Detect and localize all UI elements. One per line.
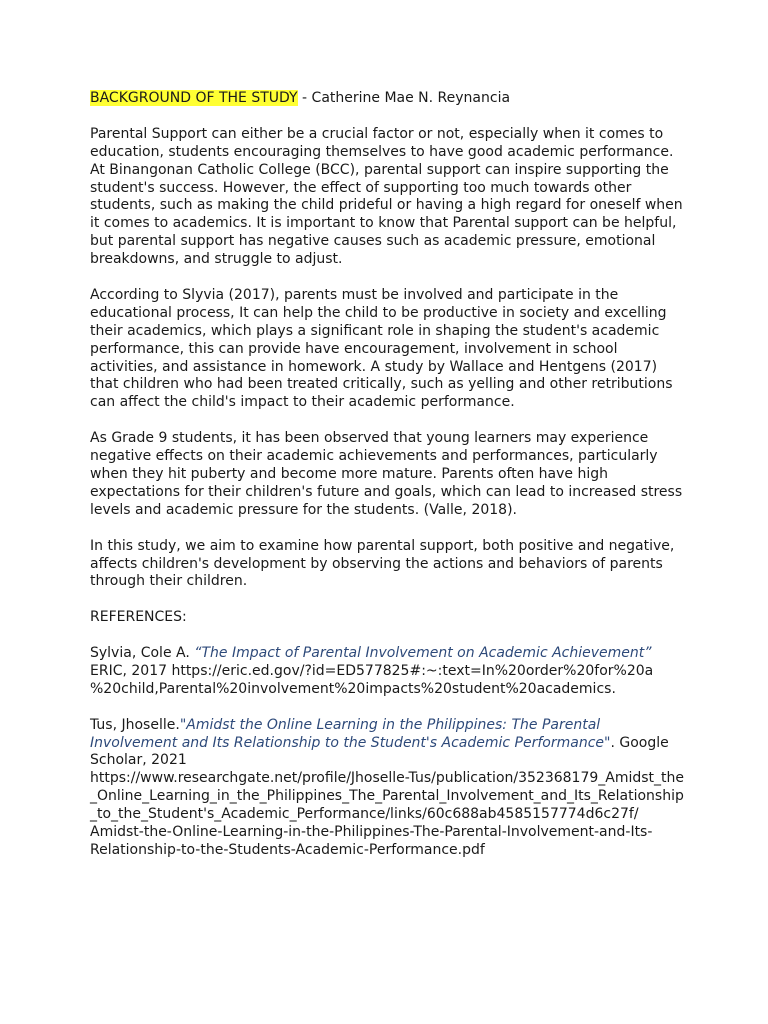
paragraph-line: educational process, It can help the child to be productive in society and excelling [90,304,667,321]
paragraph-line: can affect the child's impact to their academic performance. [90,394,515,411]
paragraph-line: education, students encouraging themselves to have good academic performance. [90,143,674,160]
references-heading: REFERENCES: [90,609,187,626]
reference-2-title-link[interactable]: Involvement and Its Relationship to the Student's Academic Performance" [90,734,611,751]
paragraph-line: As Grade 9 students, it has been observed that young learners may experience [90,430,649,447]
paragraph-line: it comes to academics. It is important to know that Parental support can be helpful, [90,215,677,232]
reference-2-url: Amidst-the-Online-Learning-in-the-Philippines-The-Parental-Involvement-and-Its- [90,824,653,841]
reference-2 [90,717,690,860]
paragraph-line: students, such as making the child prideful or having a high regard for oneself when [90,197,683,214]
paragraph-3 [90,430,690,520]
paragraph-line: affects children's development by observing the actions and behaviors of parents [90,555,663,572]
paragraph-line: that children who had been treated critically, such as yelling and other retributions [90,376,673,393]
paragraph-1 [90,126,690,269]
paragraph-line: when they hit puberty and become more mature. Parents often have high [90,465,608,482]
paragraph-line: but parental support has negative causes such as academic pressure, emotional [90,233,656,250]
paragraph-line: performance, this can provide have encouragement, involvement in school [90,340,618,357]
reference-2-source: Scholar, 2021 [90,752,187,769]
reference-2-title-line [90,717,690,735]
reference-1-title-line [90,645,690,663]
reference-2-author: Tus, Jhoselle. [90,716,180,733]
section-title: BACKGROUND OF THE STUDY [90,90,298,106]
reference-2-url: Relationship-to-the-Students-Academic-Performance.pdf [90,841,485,858]
document-header [90,90,690,108]
author-name: Catherine Mae N. Reynancia [311,90,511,106]
reference-1-title-link[interactable]: “The Impact of Parental Involvement on Academic Achievement” [194,645,652,661]
reference-1-source: ERIC, 2017 https://eric.ed.gov/?id=ED577825#:~:text=In%20order%20for%20a [90,662,654,679]
paragraph-line: In this study, we aim to examine how parental support, both positive and negative, [90,537,675,554]
paragraph-line: activities, and assistance in homework. A study by Wallace and Hentgens (2017) [90,358,658,375]
document-page [90,90,690,878]
reference-2-title-link[interactable]: "Amidst the Online Learning in the Philippines: The Parental [179,716,601,733]
paragraph-line: their academics, which plays a significant role in shaping the student's academic [90,322,660,339]
paragraph-line: Parental Support can either be a crucial factor or not, especially when it comes to [90,125,664,142]
paragraph-line: levels and academic pressure for the students. (Valle, 2018). [90,501,517,518]
title-separator: - [297,90,312,106]
reference-1 [90,645,690,699]
paragraph-line: negative effects on their academic achievements and performances, particularly [90,448,658,465]
paragraph-2 [90,287,690,412]
paragraph-line: student's success. However, the effect of supporting too much towards other [90,179,632,196]
paragraph-line: breakdowns, and struggle to adjust. [90,251,343,268]
paragraph-line: At Binangonan Catholic College (BCC), parental support can inspire supporting the [90,161,669,178]
reference-2-title-line [90,735,690,753]
paragraph-line: through their children. [90,573,248,590]
paragraph-line: expectations for their children's future and goals, which can lead to increased stress [90,483,683,500]
reference-1-author: Sylvia, Cole A. [90,645,195,661]
paragraph-line: According to Slyvia (2017), parents must be involved and participate in the [90,286,619,303]
paragraph-4 [90,538,690,592]
reference-2-url: _to_the_Student's_Academic_Performance/links/60c688ab4585157774d6c27f/ [90,806,639,823]
reference-1-url: %20child,Parental%20involvement%20impacts%20student%20academics. [90,680,616,697]
reference-2-url: https://www.researchgate.net/profile/Jhoselle-Tus/publication/352368179_Amidst_the [90,770,685,787]
reference-2-url: _Online_Learning_in_the_Philippines_The_Parental_Involvement_and_Its_Relationship [90,788,684,805]
reference-2-after-title: . Google [610,734,669,751]
